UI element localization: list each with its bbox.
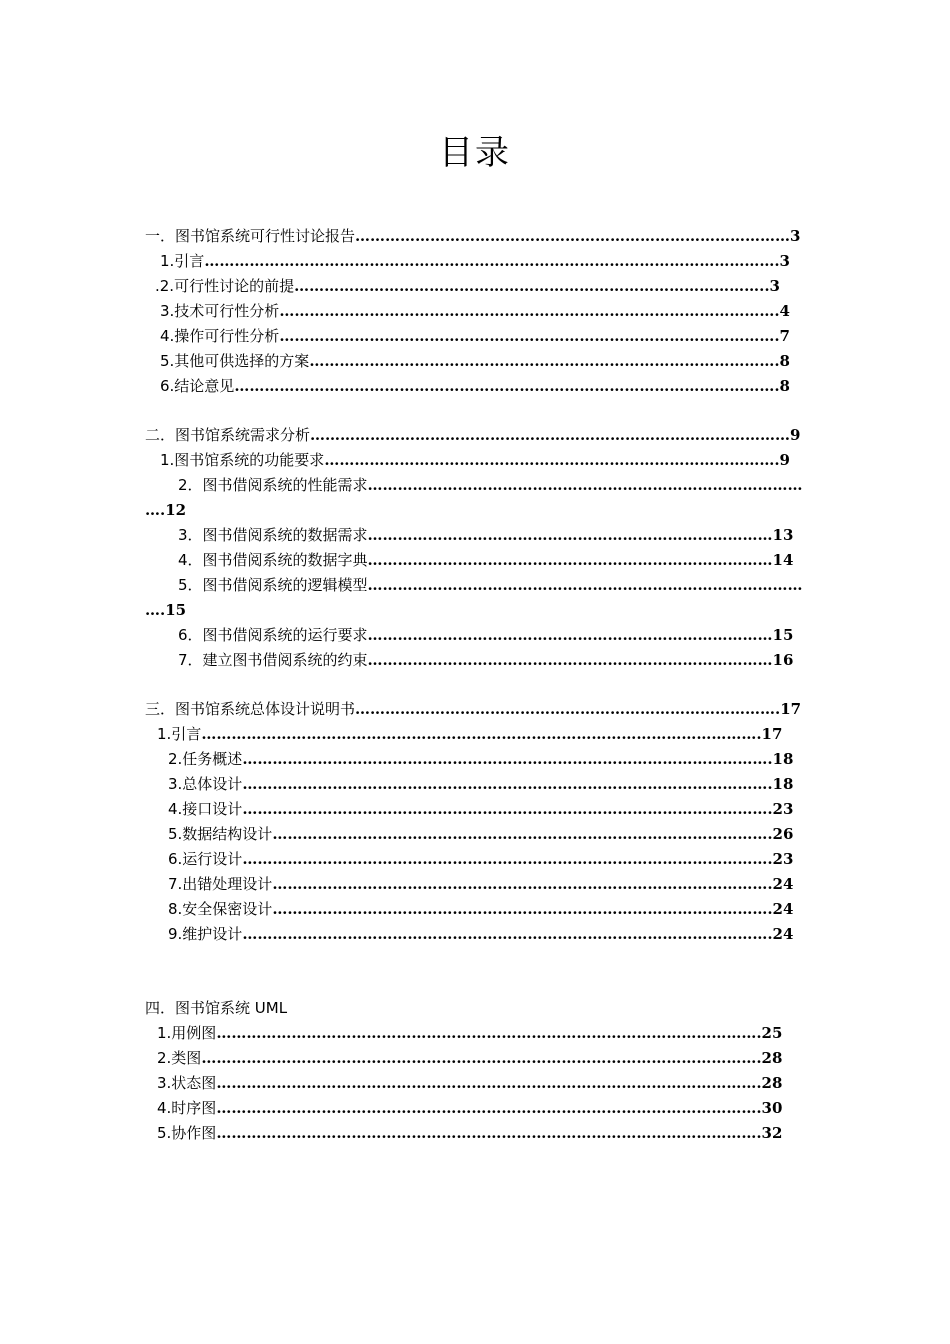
toc-entry-page: .7	[774, 327, 790, 345]
toc-entry-page: .25	[756, 1024, 783, 1042]
toc-entry[interactable]	[160, 324, 790, 349]
toc-leader-dots: ………………………………………………………………………………………………	[216, 1099, 757, 1117]
toc-entry-page: .32	[756, 1124, 783, 1142]
toc-entry[interactable]	[157, 1046, 794, 1071]
toc-entry[interactable]	[178, 548, 806, 573]
toc-entry[interactable]	[157, 1121, 794, 1146]
toc-leader-dots: ………………………………………………………………………………………	[272, 900, 768, 918]
toc-entry-page: .23	[767, 800, 794, 818]
toc-entry-page: 15	[165, 601, 187, 619]
toc-entry-label: 4.时序图	[157, 1099, 217, 1117]
toc-entry[interactable]	[157, 722, 794, 747]
toc-leader-dots: ……………………………………………………………………………………………	[242, 850, 768, 868]
toc-entry[interactable]	[178, 473, 806, 498]
toc-leader-dots: ………………………………………………………………………………	[324, 451, 775, 469]
toc-entry[interactable]	[160, 448, 790, 473]
toc-entry-page: 15	[772, 626, 794, 644]
toc-entry-label: 2．图书借阅系统的性能需求	[178, 476, 368, 494]
toc-leader-dots: ……………………………………………………………………………	[355, 227, 791, 245]
toc-entry-label: 3.总体设计	[168, 775, 243, 793]
toc-entry-label: .2.可行性讨论的前提	[155, 277, 295, 295]
toc-leader-dots: ………………………………………………………………………………………	[279, 327, 775, 345]
toc-entry-label: 5．图书借阅系统的逻辑模型	[178, 576, 368, 594]
toc-entry-page: .3	[774, 252, 790, 270]
toc-entry[interactable]	[157, 1021, 794, 1046]
toc-leader-dots: ……………………………………………………………………………	[367, 476, 803, 494]
toc-entry-label: 7.出错处理设计	[168, 875, 273, 893]
toc-entry[interactable]	[155, 274, 793, 299]
toc-entry[interactable]	[160, 374, 790, 399]
toc-entry-label: 一．图书馆系统可行性讨论报告	[145, 227, 356, 245]
toc-entry-page: .8	[774, 352, 790, 370]
toc-leader-dots: ……………………………………………………………………………………………	[242, 775, 768, 793]
toc-entry-page: .17	[756, 725, 783, 743]
toc-leader-dots: ….	[145, 501, 166, 519]
toc-entry[interactable]	[178, 573, 806, 598]
toc-entry[interactable]	[145, 996, 800, 1021]
toc-leader-dots: …………………………………………………………………………………	[309, 352, 775, 370]
toc-leader-dots: …………………………………………………………………………………………………	[201, 725, 757, 743]
toc-entry-label: 2.任务概述	[168, 750, 243, 768]
toc-leader-dots: ………………………………………………………………………………………	[272, 825, 768, 843]
toc-entry-page: .18	[767, 750, 794, 768]
toc-entry[interactable]	[178, 648, 806, 673]
toc-entry-label: 四．图书馆系统 UML	[145, 999, 288, 1017]
toc-leader-dots: ………………………………………………………………………………………………	[234, 377, 775, 395]
toc-entry-page: .24	[767, 925, 794, 943]
toc-entry[interactable]	[160, 249, 790, 274]
toc-leader-dots: ……………………………………………………………………………………………………	[204, 252, 775, 270]
toc-entry-page: .30	[756, 1099, 783, 1117]
toc-leader-dots: ….	[145, 601, 166, 619]
toc-entry-label: 9.维护设计	[168, 925, 243, 943]
toc-entry-page: .28	[756, 1074, 783, 1092]
toc-leader-dots: ……………………………………………………………………………………	[310, 426, 791, 444]
toc-entry[interactable]	[157, 1096, 794, 1121]
toc-leader-dots: ………………………………………………………………………	[367, 626, 773, 644]
toc-entry-label: 3.状态图	[157, 1074, 217, 1092]
toc-entry-label: 6.运行设计	[168, 850, 243, 868]
toc-entry-page: .26	[767, 825, 794, 843]
toc-leader-dots: ………………………………………………………………………	[367, 551, 773, 569]
toc-entry-label: 6.结论意见	[160, 377, 235, 395]
toc-entry[interactable]	[168, 897, 806, 922]
toc-entry-label: 三．图书馆系统总体设计说明书	[145, 700, 356, 718]
toc-entry-page: 16	[772, 651, 794, 669]
toc-entry-label: 4.操作可行性分析	[160, 327, 280, 345]
toc-entry[interactable]	[157, 1071, 794, 1096]
toc-entry-label: 3.技术可行性分析	[160, 302, 280, 320]
toc-leader-dots: ………………………………………………………………………………………………	[216, 1124, 757, 1142]
toc-entry[interactable]	[168, 747, 806, 772]
toc-entry[interactable]	[145, 224, 805, 249]
toc-entry-label: 二．图书馆系统需求分析	[145, 426, 311, 444]
toc-entry[interactable]	[160, 299, 790, 324]
toc-entry[interactable]	[168, 872, 806, 897]
toc-entry-page: 13	[772, 526, 794, 544]
toc-entry-page: .17	[775, 700, 802, 718]
toc-leader-dots: ………………………………………………………………………	[367, 651, 773, 669]
toc-entry-label: 1.引言	[160, 252, 205, 270]
toc-leader-dots: ……………………………………………………………………………………………	[242, 800, 768, 818]
toc-entry-page: .4	[774, 302, 790, 320]
page-title: 目录	[439, 133, 511, 173]
toc-entry[interactable]	[145, 423, 806, 448]
toc-entry-continuation	[145, 498, 186, 523]
toc-entry[interactable]	[178, 523, 806, 548]
toc-entry-page: .24	[767, 875, 794, 893]
toc-leader-dots: …………………………………………………………………………	[355, 700, 776, 718]
toc-entry[interactable]	[168, 822, 806, 847]
toc-leader-dots: ………………………………………………………………………………………	[272, 875, 768, 893]
toc-entry-page: .8	[774, 377, 790, 395]
toc-entry-page: 14	[772, 551, 794, 569]
toc-entry-label: 4.接口设计	[168, 800, 243, 818]
toc-entry-continuation	[145, 598, 186, 623]
toc-entry-page: .18	[767, 775, 794, 793]
toc-entry[interactable]	[168, 772, 806, 797]
toc-entry-label: 1.图书馆系统的功能要求	[160, 451, 325, 469]
toc-entry-page: .9	[774, 451, 790, 469]
toc-entry-label: 3．图书借阅系统的数据需求	[178, 526, 368, 544]
toc-leader-dots: ……………………………………………………………………………………………	[242, 750, 768, 768]
toc-leader-dots: ……………………………………………………………………………………………	[242, 925, 768, 943]
toc-entry-page: .28	[756, 1049, 783, 1067]
toc-entry[interactable]	[168, 922, 806, 947]
toc-leader-dots: …………………………………………………………………………………	[294, 277, 760, 295]
toc-entry[interactable]	[168, 847, 806, 872]
toc-entry-page: .24	[767, 900, 794, 918]
toc-entry-label: 5.协作图	[157, 1124, 217, 1142]
toc-leader-dots: ………………………………………………………………………………………………	[216, 1074, 757, 1092]
toc-entry-page: 9	[790, 426, 801, 444]
toc-entry-label: 7．建立图书借阅系统的约束	[178, 651, 368, 669]
toc-entry-page: 12	[165, 501, 187, 519]
toc-entry-label: 8.安全保密设计	[168, 900, 273, 918]
toc-leader-dots: …………………………………………………………………………………………………	[201, 1049, 757, 1067]
toc-entry-page: .23	[767, 850, 794, 868]
toc-entry-label: 1.用例图	[157, 1024, 217, 1042]
toc-entry-page: ..3	[759, 277, 780, 295]
toc-entry-page: 3	[790, 227, 801, 245]
toc-entry-label: 2.类图	[157, 1049, 202, 1067]
toc-entry-label: 4．图书借阅系统的数据字典	[178, 551, 368, 569]
toc-entry-label: 5.数据结构设计	[168, 825, 273, 843]
toc-entry-label: 6．图书借阅系统的运行要求	[178, 626, 368, 644]
toc-leader-dots: ………………………………………………………………………	[367, 526, 773, 544]
toc-entry-label: 5.其他可供选择的方案	[160, 352, 310, 370]
toc-entry[interactable]	[178, 623, 806, 648]
toc-entry-label: 1.引言	[157, 725, 202, 743]
toc-leader-dots: ………………………………………………………………………………………	[279, 302, 775, 320]
toc-leader-dots: ……………………………………………………………………………	[367, 576, 803, 594]
toc-entry[interactable]	[145, 697, 802, 722]
toc-leader-dots: ………………………………………………………………………………………………	[216, 1024, 757, 1042]
toc-entry[interactable]	[160, 349, 790, 374]
toc-entry[interactable]	[168, 797, 806, 822]
